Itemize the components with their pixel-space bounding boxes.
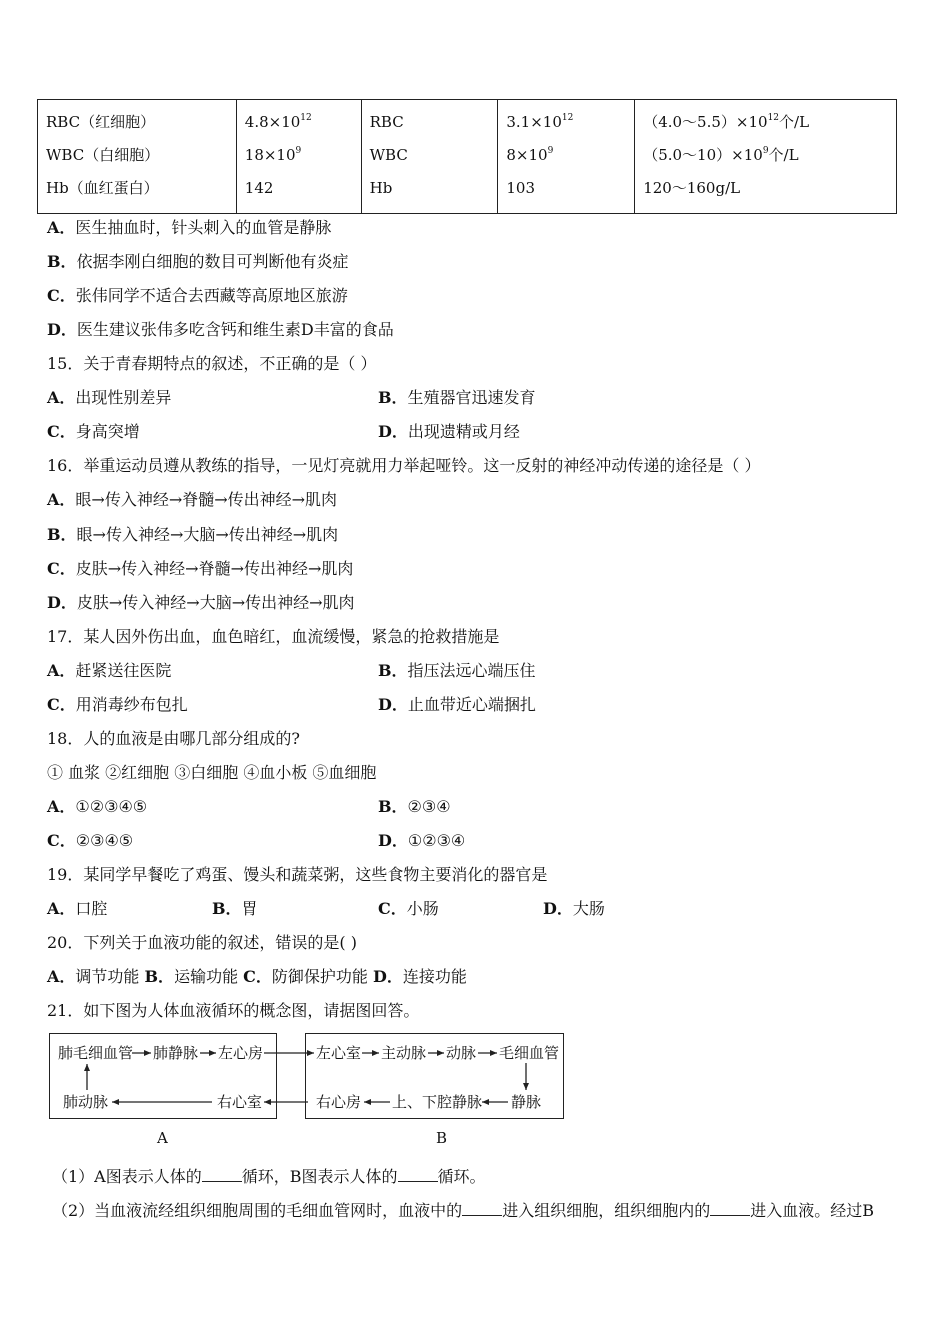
table-cell: 120～160g/L — [643, 179, 741, 197]
answer-blank[interactable] — [710, 1201, 750, 1216]
q16-option-d: D．皮肤→传入神经→大脑→传出神经→肌肉 — [47, 593, 355, 612]
q16-option-b: B．眼→传入神经→大脑→传出神经→肌肉 — [47, 525, 339, 544]
table-cell: $18\times 10^9$ — [244, 146, 302, 164]
q15-option-a: A．出现性别差异 — [47, 388, 172, 407]
q19-option-d: D．大肠 — [543, 899, 605, 918]
q20-stem: 20．下列关于血液功能的叙述，错误的是( ) — [47, 933, 357, 952]
q14-option-b: B．依据李刚白细胞的数目可判断他有炎症 — [47, 252, 349, 271]
table-cell: 142 — [244, 179, 274, 197]
diagram-b-right-atrium: 右心房 — [316, 1093, 362, 1111]
q14-option-d: D．医生建议张伟多吃含钙和维生素D丰富的食品 — [47, 320, 394, 339]
diagram-a-right-ventricle: 右心室 — [217, 1093, 263, 1111]
table-cell: 103 — [506, 179, 536, 197]
q17-option-b: B．指压法远心端压住 — [378, 661, 536, 680]
q17-option-c: C．用消毒纱布包扎 — [47, 695, 188, 714]
q19-option-b: B．胃 — [212, 899, 258, 918]
q19-stem: 19．某同学早餐吃了鸡蛋、馒头和蔬菜粥，这些食物主要消化的器官是 — [47, 865, 548, 884]
q15-option-d: D．出现遗精或月经 — [378, 422, 520, 441]
table-cell: RBC（红细胞） — [46, 113, 156, 131]
q19-option-c: C．小肠 — [378, 899, 439, 918]
diagram-b-label: B — [436, 1129, 448, 1147]
table-cell: RBC — [369, 113, 404, 131]
table-cell: WBC — [369, 146, 408, 164]
q17-stem: 17．某人因外伤出血，血色暗红，血流缓慢，紧急的抢救措施是 — [47, 627, 500, 646]
q16-option-c: C．皮肤→传入神经→脊髓→传出神经→肌肉 — [47, 559, 354, 578]
table-cell: Hb — [369, 179, 393, 197]
diagram-b-left-ventricle: 左心室 — [316, 1044, 362, 1062]
table-cell: $(4.0\sim 5.5)\times 10^{12}$个/L — [643, 113, 810, 131]
q21-sub1: （1）A图表示人体的 循环，B图表示人体的 循环。 — [52, 1167, 486, 1186]
table-cell: $(5.0\sim 10)\times 10^9$个/L — [643, 146, 799, 164]
q16-stem: 16．举重运动员遵从教练的指导，一见灯亮就用力举起哑铃。这一反射的神经冲动传递的途径是（ ） — [47, 456, 761, 475]
diagram-a-label: A — [157, 1129, 168, 1147]
q17-option-d: D．止血带近心端捆扎 — [378, 695, 536, 714]
diagram-b-artery: 动脉 — [446, 1044, 477, 1062]
table-cell: WBC（白细胞） — [46, 146, 160, 164]
q16-option-a: A．眼→传入神经→脊髓→传出神经→肌肉 — [47, 490, 338, 509]
diagram-b-capillary: 毛细血管 — [499, 1044, 560, 1062]
diagram-a-capillary: 肺毛细血管 — [58, 1044, 134, 1062]
q18-option-c: C．②③④⑤ — [47, 831, 134, 850]
diagram-a-artery: 肺动脉 — [63, 1093, 109, 1111]
table-cell: $3.1\times 10^{12}$ — [506, 113, 574, 131]
q18-stem: 18．人的血液是由哪几部分组成的? — [47, 729, 300, 748]
diagram-b-vein: 静脉 — [511, 1093, 542, 1111]
table-cell: $4.8\times 10^{12}$ — [244, 113, 312, 131]
q21-sub2: （2）当血液流经组织细胞周围的毛细血管网时，血液中的 进入组织细胞，组织细胞内的 进入血液。经过B — [52, 1201, 874, 1220]
diagram-a-vein: 肺静脉 — [153, 1044, 199, 1062]
q18-option-b: B．②③④ — [378, 797, 451, 816]
answer-blank[interactable] — [398, 1167, 438, 1182]
diagram-a-left-atrium: 左心房 — [218, 1044, 264, 1062]
q15-stem: 15．关于青春期特点的叙述，不正确的是（ ） — [47, 354, 377, 373]
q18-items: ① 血浆 ②红细胞 ③白细胞 ④血小板 ⑤血细胞 — [47, 763, 377, 782]
answer-blank[interactable] — [462, 1201, 502, 1216]
diagram-b-vena-cava: 上、下腔静脉 — [392, 1093, 483, 1111]
q17-option-a: A．赶紧送往医院 — [47, 661, 172, 680]
q15-option-c: C．身高突增 — [47, 422, 140, 441]
q21-stem: 21．如下图为人体血液循环的概念图，请据图回答。 — [47, 1001, 420, 1020]
table-cell: $8\times 10^9$ — [506, 146, 554, 164]
q19-option-a: A．口腔 — [47, 899, 108, 918]
q18-option-a: A．①②③④⑤ — [47, 797, 148, 816]
diagram-b-aorta: 主动脉 — [381, 1044, 427, 1062]
q20-options: A．调节功能 B．运输功能 C．防御保护功能 D．连接功能 — [47, 967, 467, 986]
q18-option-d: D．①②③④ — [378, 831, 466, 850]
table-cell: Hb（血红蛋白） — [46, 179, 159, 197]
q15-option-b: B．生殖器官迅速发育 — [378, 388, 536, 407]
answer-blank[interactable] — [202, 1167, 242, 1182]
q14-option-a: A．医生抽血时，针头刺入的血管是静脉 — [47, 218, 332, 237]
q14-option-c: C．张伟同学不适合去西藏等高原地区旅游 — [47, 286, 348, 305]
